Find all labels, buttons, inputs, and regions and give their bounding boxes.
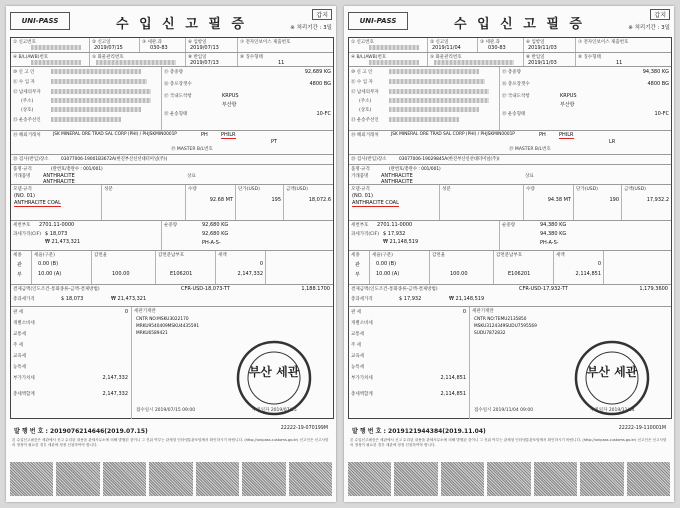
issue-number: 발 행 번 호 : 2019121944384(2019.11.04) bbox=[352, 428, 486, 435]
stamp-text: 부산 세관 bbox=[586, 365, 638, 379]
barcode bbox=[10, 462, 53, 496]
processing-period: ※ 처리기간 : 3일 bbox=[290, 25, 332, 31]
import-declaration-sheet-1 bbox=[6, 6, 336, 502]
barcode bbox=[580, 462, 623, 496]
barcode bbox=[441, 462, 484, 496]
copy-badge: 갑지 bbox=[312, 9, 332, 20]
barcode bbox=[534, 462, 577, 496]
barcode bbox=[394, 462, 437, 496]
barcode bbox=[627, 462, 670, 496]
legal-notice: 본 수입신고필증은 세관에서 신고 수리된 내용을 관세사무소에 의해 발행된 것이니 그 진위 여부는 관세청 인터넷통관포털에서 확인하시기 바랍니다. (http://unipass.customs.go.kr) 신고인은 신고사항의 정정이 필요한 경우 세관에 정정 신청하여야 합니다. bbox=[350, 438, 667, 447]
barcode bbox=[487, 462, 530, 496]
customs-seal-stamp bbox=[234, 338, 314, 418]
copy-badge: 갑지 bbox=[650, 9, 670, 20]
import-declaration-sheet-2 bbox=[344, 6, 674, 502]
form-row: ① 신고번호 ② 신고일 2019/07/15 ③ 세관.과 030-83 ⑥ 입항일 2019/07/13 ⑦ 전자인보이스 제출번호 bbox=[11, 38, 333, 52]
header bbox=[344, 6, 674, 36]
stamp-text: 부산 세관 bbox=[248, 365, 300, 379]
declaration-form: ① 신고번호 ② 신고일 2019/11/04 ③ 세관.과 030-83 ⑥ 입항일 2019/11/03 ⑦ 전자인보이스 제출번호 ④ B/L(AWB)번호 ⑤ 화물관리번호 ⑧ 반입일 2019/11/03 ⑨ 징수형태 11 ⑩ 신 고 인 ⑪ 수 입 자 ⑫ 납세의무자 (주소) (상호) ⑬ 운송주선인 ⑮ 총중량 94,380 KG ⑯ 총포장갯수 4800 BG ⑰ 국내도착항 KRPUS 부산항 ⑱ 운송형태 10-FC ⑭ 해외거래처 JSK MINERAL ORE TRAD SAL CORP (PHI) / PHJSKMIN0001P PH PHILR LR ⑲ MASTER B/L번호 ⑳ 검사(반입)장소 03077006-19029845A(한진부산신선대터미널(주)) 품명·규격 (란번호/총란수 : 001/001) 거래품명 ANTHRACITE ANTHRACITE 상표 모델·규격 (NO. 01) ANTHRACITE COAL 성분 수량 94.38 MT 단가(USD) 190 금액(USD) 17,932.2 세번부호 2701.11-0000 과세가격(CIF) $ 17,932 ₩ 21,148,519 순중량 94,380 KG 94,380 KG PH-A-S- 세종 관 부 세율(구분) 0.00 (B) 10.00 (A) 감면율 100.00 감면분납부호 E106201 세액 0 2,114,851 결제금액(인도조건-통화종류-금액-결제방법) CFR-USD-17,932-TT 1,179.3600 총과세가격 $ 17,932 ₩ 21,148,519 관 세 0 개별소비세 교통세 주 세 교육세 농특세 부가가치세 2,114,851 총세액합계 2,114,851 세관기재란 CNTR NO:TEMU2135850 MSKU3124349SUDU7595569 SUDU7872832 접수일시 2019/11/04 09:00 수리일자 2019/11/04 bbox=[348, 37, 672, 419]
barcode bbox=[242, 462, 285, 496]
barcode bbox=[348, 462, 391, 496]
barcode-strip bbox=[10, 462, 332, 498]
barcode bbox=[103, 462, 146, 496]
barcode-strip bbox=[348, 462, 670, 498]
issue-code: 22222-19-110001M bbox=[618, 426, 666, 431]
issue-code: 22222-19-070199M bbox=[280, 426, 328, 431]
document-title: 수 입 신 고 필 증 bbox=[116, 17, 247, 32]
barcode bbox=[56, 462, 99, 496]
unipass-logo: UNI-PASS bbox=[348, 12, 408, 30]
unipass-logo: UNI-PASS bbox=[10, 12, 70, 30]
barcode bbox=[149, 462, 192, 496]
barcode bbox=[289, 462, 332, 496]
header bbox=[6, 6, 336, 36]
processing-period: ※ 처리기간 : 3일 bbox=[628, 25, 670, 31]
redacted-field bbox=[31, 45, 81, 50]
declaration-form: ① 신고번호 ② 신고일 2019/07/15 ③ 세관.과 030-83 ⑥ 입항일 2019/07/13 ⑦ 전자인보이스 제출번호 ④ B/L(AWB)번호 ⑤ 화물관리번호 ⑧ 반입일 2019/07/13 ⑨ 징수형태 11 ⑩ 신 고 인 ⑪ 수 입 자 ⑫ 납세의무자 (주소) (상호) ⑬ 운송주선인 ⑮ 총중량 92,689 KG ⑯ 총포장갯수 4800 BG ⑰ 국내도착항 KRPUS 부산항 ⑱ 운송형태 10-FC ⑭ 해외거래처 JSK MINERAL ORE TRAD SAL CORP (PHI) / PHJSKMIN0001P PH PHILR PT ⑲ MASTER B/L번호 ⑳ 검사(반입)장소 03077006-19001B3672A(한진부산신선대터미널(주)) 품명·규격 (란번호/총란수 : 001/001) 거래품명 ANTHRACITE ANTHRACITE 상표 모델·규격 (NO. 01) ANTHRACITE COAL 성분 수량 92.68 MT 단가(USD) 195 금액(USD) 18,072.6 세번부호 2701.11-0000 과세가격(CIF) $ 18,073 ₩ 21,473,321 순중량 92,680 KG 92,680 KG PH-A-S- 세종 관 부 세율(구분) 0.00 (B) 10.00 (A) 감면율 100.00 감면분납부호 E106201 세액 0 2,147,332 결제금액(인도조건-통화종류-금액-결제방법) CFR-USD-18,073-TT 1,188.1700 총과세가격 $ 18,073 ₩ 21,473,321 관 세 0 개별소비세 교통세 주 세 교육세 농특세 부가가치세 2,147,332 총세액합계 2,147,332 세관기재란 CNTR NO:MSKU3022170 MRKU9540409MSKU4435591 MRKU6589421 접수일시 2019/07/15 09:00 수리일자 2019/07/15 bbox=[10, 37, 334, 419]
legal-notice: 본 수입신고필증은 세관에서 신고 수리된 내용을 관세사무소에 의해 발행된 것이니 그 진위 여부는 관세청 인터넷통관포털에서 확인하시기 바랍니다. (http://unipass.customs.go.kr) 신고인은 신고사항의 정정이 필요한 경우 세관에 정정 신청하여야 합니다. bbox=[12, 438, 329, 447]
document-title: 수 입 신 고 필 증 bbox=[454, 17, 585, 32]
barcode bbox=[196, 462, 239, 496]
issue-number: 발 행 번 호 : 2019076214646(2019.07.15) bbox=[14, 428, 148, 435]
customs-seal-stamp bbox=[572, 338, 652, 418]
